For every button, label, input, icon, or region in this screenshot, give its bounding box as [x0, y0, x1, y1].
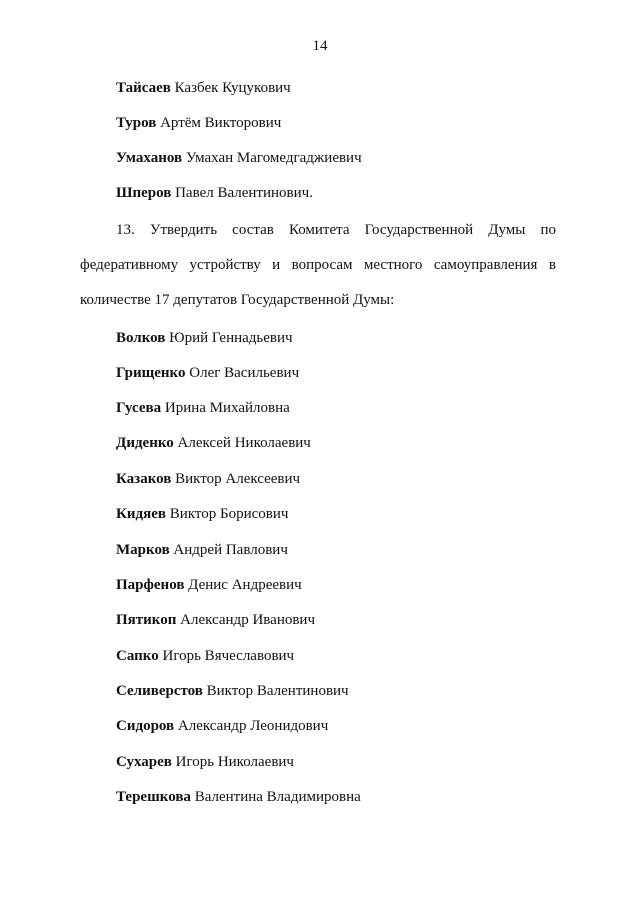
page-number: 14: [312, 38, 328, 54]
paragraph-line-1: [116, 222, 556, 239]
paragraph-word: местного: [363, 257, 423, 273]
paragraph-word: состав: [232, 222, 274, 238]
deputy-entry: [116, 150, 362, 167]
deputy-given-names: Игорь Вячеславович: [162, 648, 295, 664]
deputy-surname: Сухарев: [116, 754, 172, 770]
deputy-surname: Сапко: [116, 648, 159, 664]
paragraph-word: Комитета: [288, 222, 350, 238]
paragraph-word: самоуправления: [433, 257, 538, 273]
deputy-surname: Умаханов: [116, 150, 183, 166]
deputy-entry: [116, 577, 302, 594]
deputy-surname: Кидяев: [116, 506, 166, 522]
deputy-given-names: Павел Валентинович.: [175, 185, 313, 201]
deputy-entry: [116, 648, 294, 665]
deputy-surname: Гусева: [116, 400, 162, 416]
deputy-entry: [116, 789, 361, 806]
deputy-entry: [116, 754, 294, 771]
deputy-given-names: Игорь Николаевич: [175, 754, 294, 770]
deputy-surname: Волков: [116, 330, 166, 346]
paragraph-word: Государственной: [364, 222, 474, 238]
deputy-surname: Терешкова: [116, 789, 191, 805]
paragraph-word: Думы: [488, 222, 526, 238]
paragraph-line-3: количестве 17 депутатов Государственной Думы:: [80, 292, 395, 308]
deputy-surname: Селиверстов: [116, 683, 203, 699]
deputy-entry: [116, 435, 311, 452]
paragraph-word: федеративному: [80, 257, 179, 273]
paragraph-word: вопросам: [291, 257, 353, 273]
deputy-surname: Пятикоп: [116, 612, 177, 628]
deputy-surname: Парфенов: [116, 577, 185, 593]
paragraph-word: устройству: [189, 257, 261, 273]
deputy-given-names: Умахан Магомедгаджиевич: [185, 150, 362, 166]
deputy-given-names: Андрей Павлович: [173, 542, 288, 558]
deputy-entry: [116, 471, 300, 488]
deputy-surname: Туров: [116, 115, 157, 131]
paragraph-word: по: [540, 222, 556, 238]
paragraph-line-2: [80, 257, 556, 274]
deputy-entry: [116, 330, 293, 347]
deputy-given-names: Олег Васильевич: [189, 365, 300, 381]
deputy-surname: Казаков: [116, 471, 172, 487]
deputy-entry: [116, 365, 299, 382]
deputy-surname: Диденко: [116, 435, 174, 451]
deputy-given-names: Валентина Владимировна: [194, 789, 361, 805]
deputy-entry: [116, 683, 349, 700]
deputy-entry: [116, 612, 315, 629]
deputy-surname: Грищенко: [116, 365, 186, 381]
deputy-surname: Сидоров: [116, 718, 175, 734]
deputy-given-names: Ирина Михайловна: [164, 400, 290, 416]
paragraph-word: и: [272, 257, 281, 273]
deputy-given-names: Юрий Геннадьевич: [169, 330, 293, 346]
deputy-surname: Марков: [116, 542, 170, 558]
deputy-given-names: Виктор Борисович: [169, 506, 289, 522]
paragraph-word: 13.: [116, 222, 135, 238]
deputy-given-names: Виктор Алексеевич: [175, 471, 301, 487]
deputy-given-names: Денис Андреевич: [188, 577, 302, 593]
deputy-entry: [116, 400, 290, 417]
paragraph-word: в: [548, 257, 556, 273]
deputy-given-names: Алексей Николаевич: [177, 435, 311, 451]
deputy-surname: Тайсаев: [116, 80, 171, 96]
deputy-given-names: Александр Леонидович: [177, 718, 329, 734]
deputy-given-names: Виктор Валентинович: [206, 683, 349, 699]
deputy-surname: Шперов: [116, 185, 172, 201]
deputy-entry: [116, 80, 291, 97]
deputy-entry: [116, 542, 288, 559]
deputy-entry: [116, 506, 288, 523]
deputy-entry: [116, 115, 281, 132]
deputy-given-names: Александр Иванович: [180, 612, 315, 628]
paragraph-word: Утвердить: [149, 222, 218, 238]
deputy-given-names: Казбек Куцукович: [174, 80, 291, 96]
deputy-given-names: Артём Викторович: [160, 115, 282, 131]
deputy-entry: [116, 185, 313, 202]
deputy-entry: [116, 718, 328, 735]
